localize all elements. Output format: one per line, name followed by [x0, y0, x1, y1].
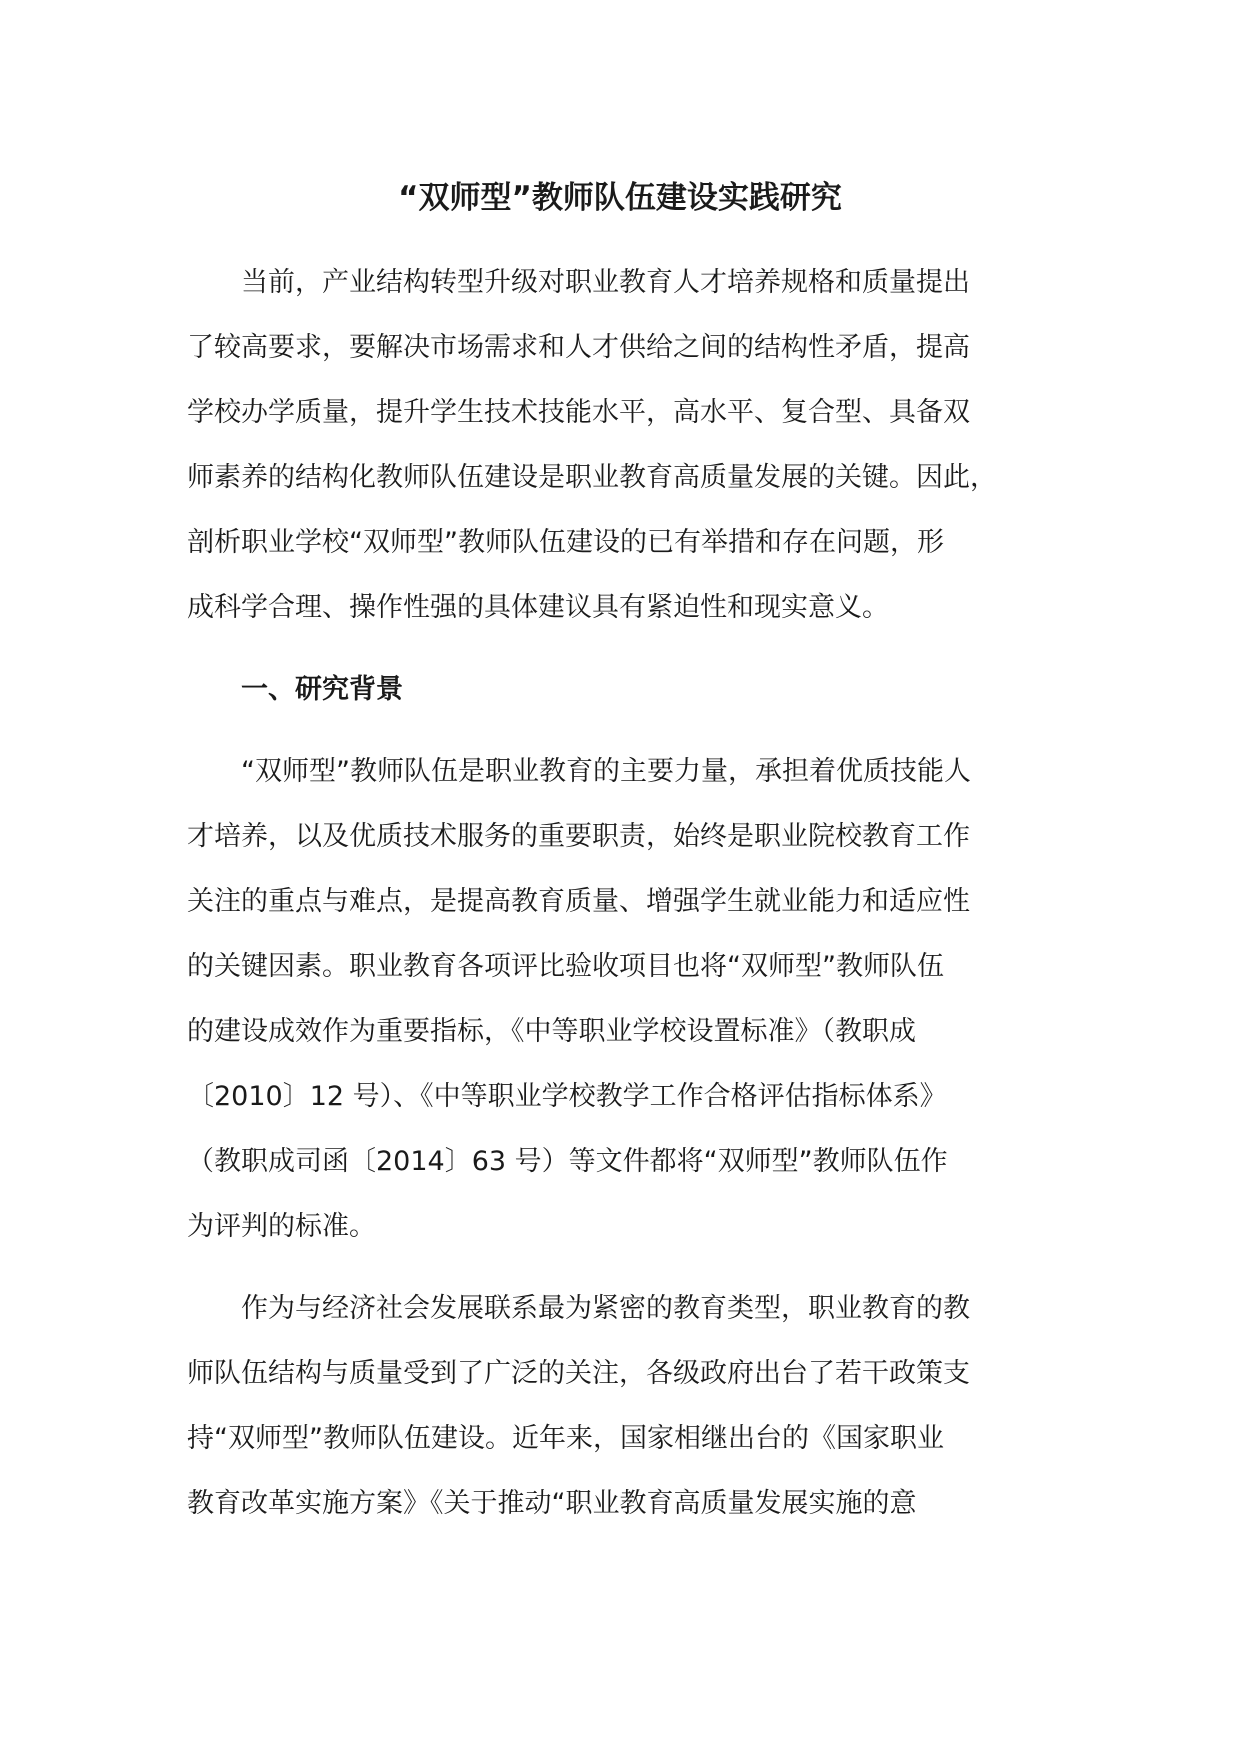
paragraph-line: 师素养的结构化教师队伍建设是职业教育高质量发展的关键。因此， [187, 462, 997, 493]
paragraph-line: 〔2010〕12 号）、《中等职业学校教学工作合格评估指标体系》 [187, 1081, 947, 1112]
paragraph-line: 教育改革实施方案》《关于推动“职业教育高质量发展实施的意 [187, 1488, 917, 1519]
paragraph-background-1 [187, 739, 1057, 1259]
paragraph-line: 当前，产业结构转型升级对职业教育人才培养规格和质量提出 [241, 267, 970, 298]
paragraph-intro [187, 250, 1057, 640]
paragraph-line: 持“双师型”教师队伍建设。近年来，国家相继出台的《国家职业 [187, 1423, 944, 1454]
paragraph-line: 的建设成效作为重要指标，《中等职业学校设置标准》（教职成 [187, 1016, 916, 1047]
document-title: “双师型”教师队伍建设实践研究 [398, 180, 842, 216]
paragraph-line: 学校办学质量，提升学生技术技能水平，高水平、复合型、具备双 [187, 397, 970, 428]
paragraph-line: 剖析职业学校“双师型”教师队伍建设的已有举措和存在问题，形 [187, 527, 944, 558]
paragraph-line: 师队伍结构与质量受到了广泛的关注，各级政府出台了若干政策支 [187, 1358, 970, 1389]
paragraph-line: 了较高要求，要解决市场需求和人才供给之间的结构性矛盾，提高 [187, 332, 970, 363]
paragraph-line: （教职成司函〔2014〕63 号）等文件都将“双师型”教师队伍作 [187, 1146, 948, 1177]
paragraph-line: 才培养，以及优质技术服务的重要职责，始终是职业院校教育工作 [187, 821, 970, 852]
paragraph-background-2 [187, 1276, 1057, 1536]
paragraph-line: 的关键因素。职业教育各项评比验收项目也将“双师型”教师队伍 [187, 951, 944, 982]
paragraph-line: 作为与经济社会发展联系最为紧密的教育类型，职业教育的教 [241, 1293, 970, 1324]
paragraph-line: “双师型”教师队伍是职业教育的主要力量，承担着优质技能人 [241, 756, 971, 787]
section-heading-background: 一、研究背景 [241, 674, 403, 705]
paragraph-line: 关注的重点与难点，是提高教育质量、增强学生就业能力和适应性 [187, 886, 970, 917]
paragraph-line: 为评判的标准。 [187, 1211, 376, 1242]
document-body [187, 250, 1057, 1536]
paragraph-line: 成科学合理、操作性强的具体建议具有紧迫性和现实意义。 [187, 592, 889, 623]
